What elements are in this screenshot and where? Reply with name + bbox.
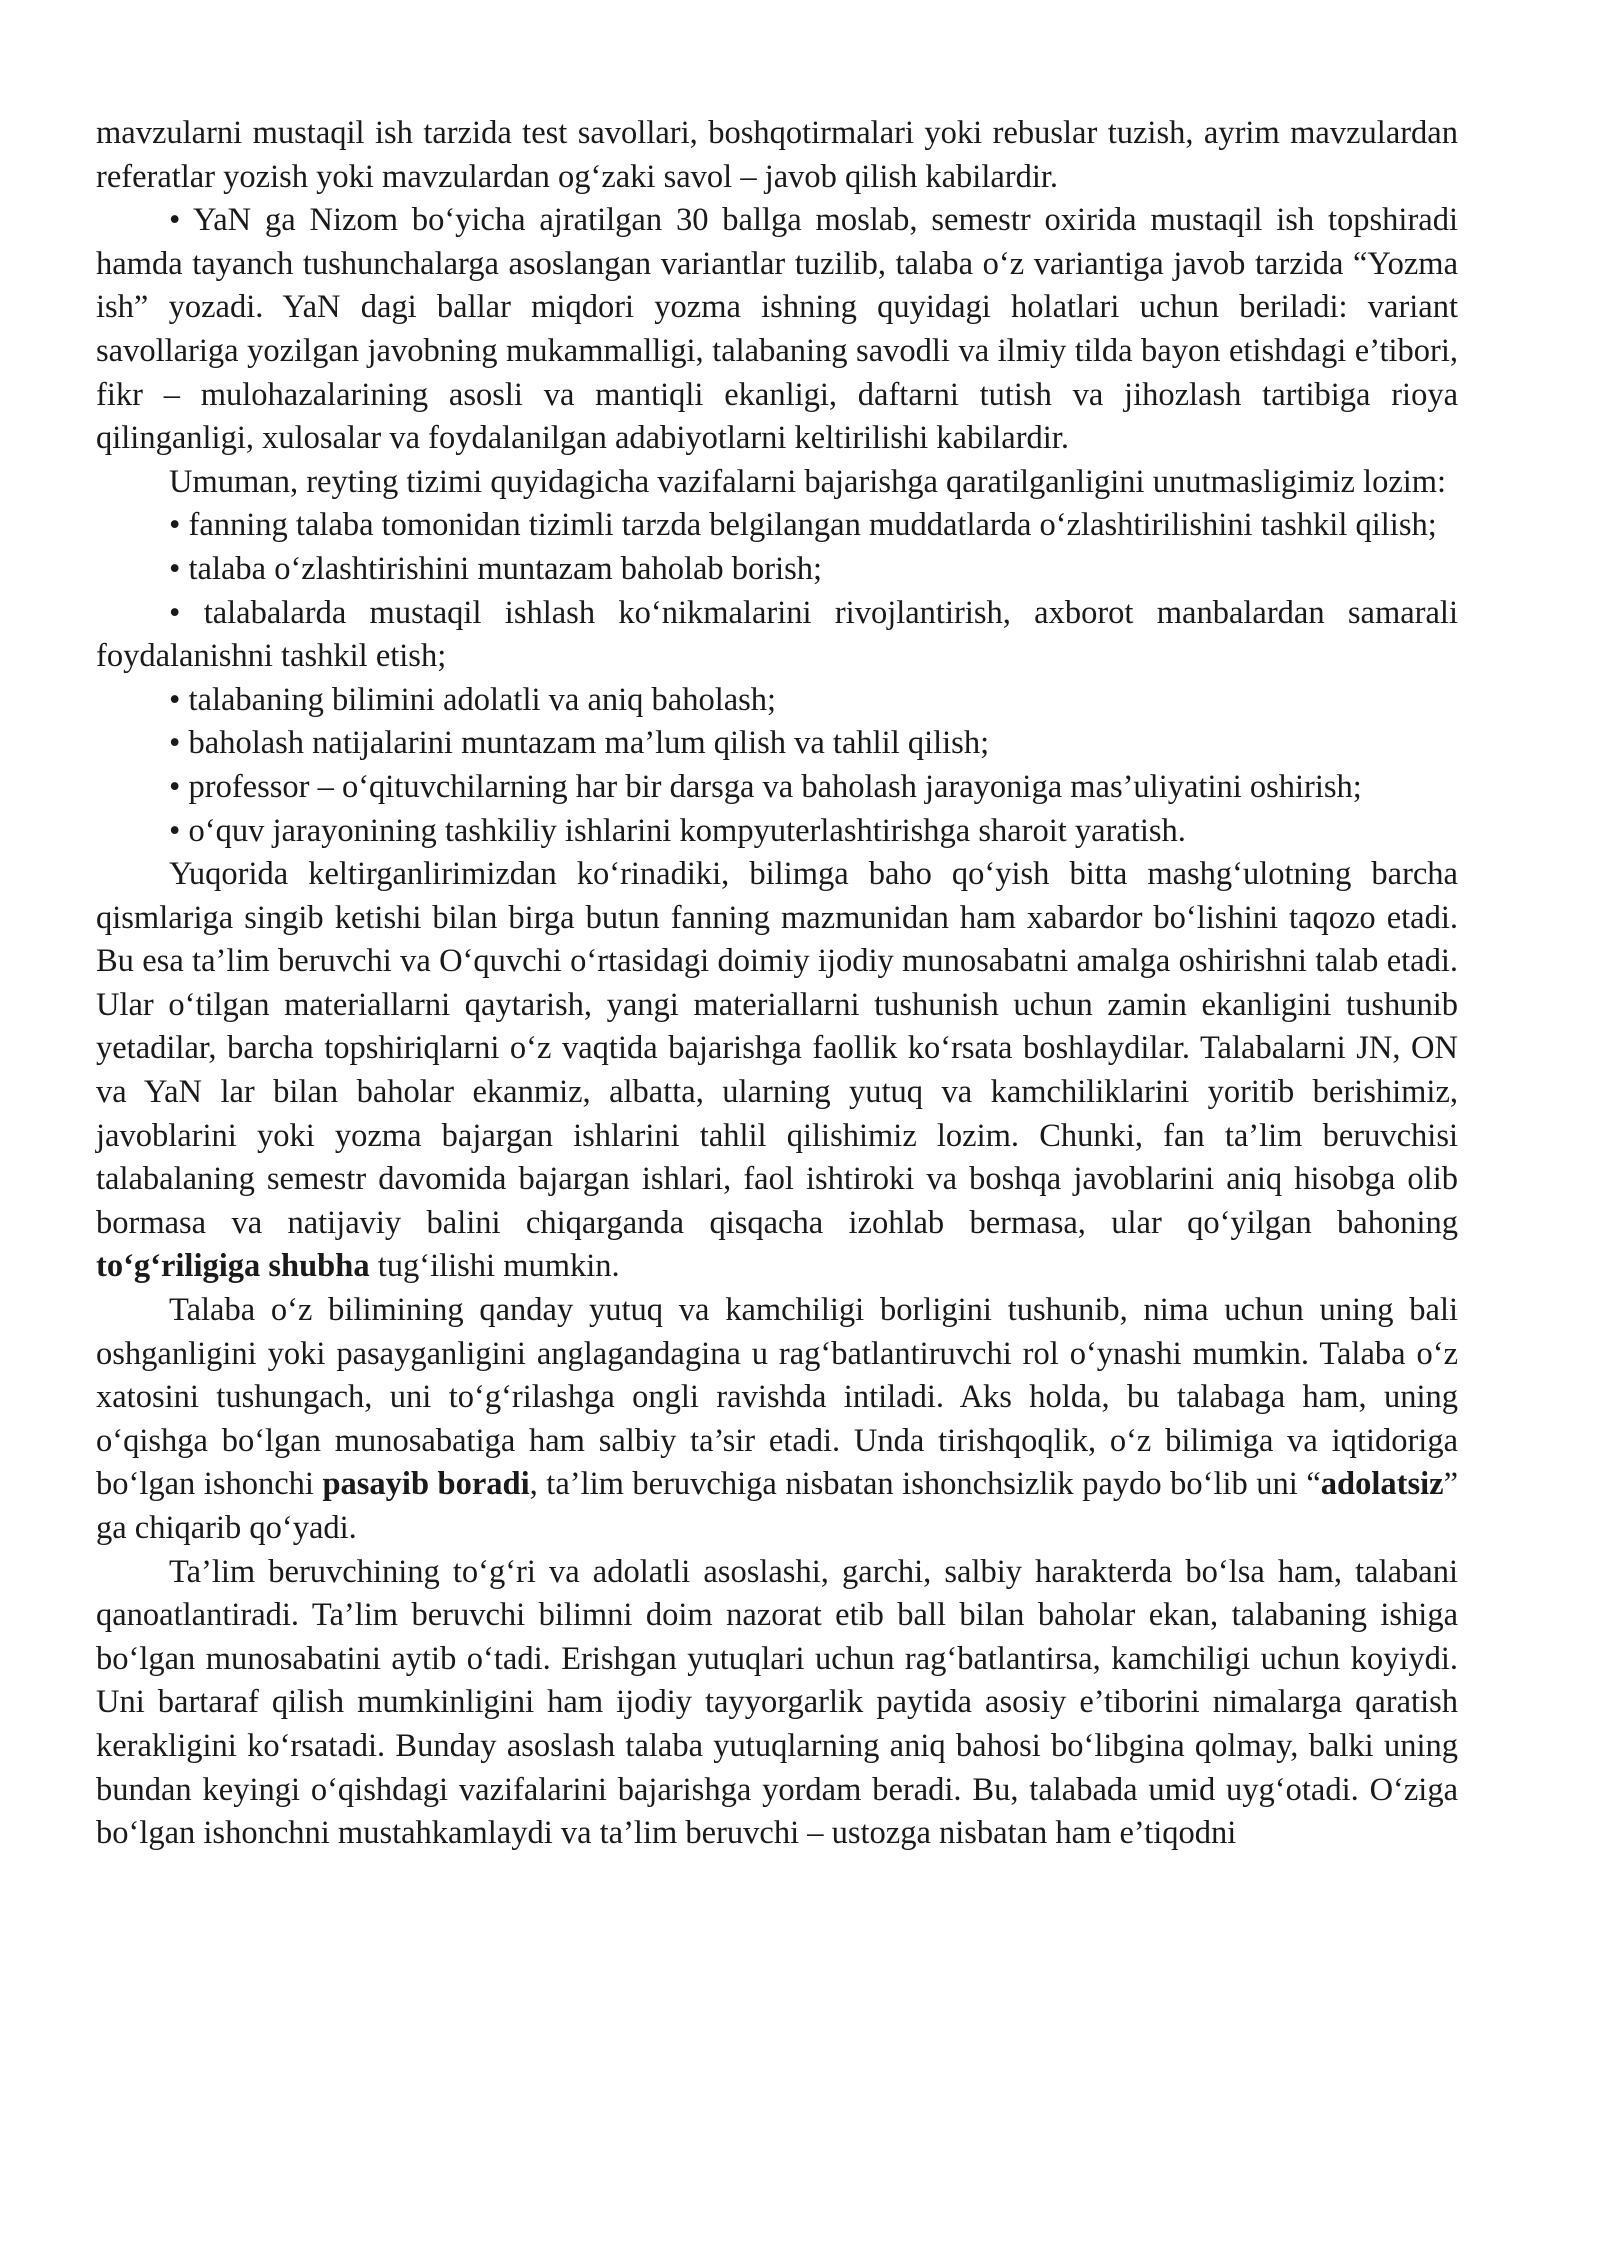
bullet-icon: • bbox=[169, 202, 194, 239]
bullet-paragraph bbox=[96, 548, 1458, 592]
paragraph bbox=[96, 853, 1458, 1289]
paragraph bbox=[96, 1551, 1458, 1856]
bullet-icon: • bbox=[169, 594, 204, 631]
bold-text: pasayib boradi bbox=[322, 1466, 530, 1503]
bullet-paragraph bbox=[96, 679, 1458, 723]
paragraph-text: talabaning bilimini adolatli va aniq baholash; bbox=[188, 681, 777, 718]
paragraph-text: tug‘ilishi mumkin. bbox=[369, 1248, 620, 1285]
bullet-paragraph bbox=[96, 504, 1458, 548]
paragraph-text: o‘quv jarayonining tashkiliy ishlarini kompyuterlashtirishga sharoit yaratish. bbox=[188, 812, 1186, 849]
bullet-icon: • bbox=[169, 725, 189, 762]
paragraph bbox=[96, 112, 1458, 199]
paragraph-text: professor – o‘qituvchilarning har bir darsga va baholash jarayoniga mas’uliyatini oshirish; bbox=[188, 768, 1362, 805]
bold-text: to‘g‘riligiga shubha bbox=[96, 1248, 370, 1285]
paragraph-text: Talaba o‘z bilimining qanday yutuq va kamchiligi borligini tushunib, nima uchun uning bali oshganligini yoki pasayganligini anglagandagina u rag‘batlantiruvchi rol o‘ynashi mumkin. Talaba o‘z xatosini tushungach, uni to‘g‘rilashga ongli ravishda intiladi. Aks holda, bu talabaga ham, uning o‘qishga bo‘lgan munosabatiga ham salbiy ta’sir etadi. Unda tirishqoqlik, o‘z bilimiga va iqtidoriga bo‘lgan ishonchi bbox=[96, 1292, 1458, 1503]
bullet-paragraph bbox=[96, 810, 1458, 854]
paragraph-text: YaN ga Nizom bo‘yicha ajratilgan 30 ballga moslab, semestr oxirida mustaqil ish topshiradi hamda tayanch tushunchalarga asoslangan variantlar tuzilib, talaba o‘z variantiga javob tarzida “Yozma ish” yozadi. YaN dagi ballar miqdori yozma ishning quyidagi holatlari uchun beriladi: variant savollariga yozilgan javobning mukammalligi, talabaning savodli va ilmiy tilda bayon etishdagi e’tibori, fikr – mulohazalarining asosli va mantiqli ekanligi, daftarni tutish va jihozlash tartibiga rioya qilinganligi, xulosalar va foydalanilgan adabiyotlarni keltirilishi kabilardir. bbox=[96, 202, 1458, 457]
paragraph-text: Yuqorida keltirganlirimizdan ko‘rinadiki, bilimga baho qo‘yish bitta mashg‘ulotning barcha qismlariga singib ketishi bilan birga butun fanning mazmunidan ham xabardor bo‘lishini taqozo etadi. Bu esa ta’lim beruvchi va O‘quvchi o‘rtasidagi doimiy ijodiy munosabatni amalga oshirishni talab etadi. Ular o‘tilgan materiallarni qaytarish, yangi materiallarni tushunish uchun zamin ekanligini tushunib yetadilar, barcha topshiriqlarni o‘z vaqtida bajarishga faollik ko‘rsata boshlaydilar. Talabalarni JN, ON va YaN lar bilan baholar ekanmiz, albatta, ularning yutuq va kamchiliklarini yoritib berishimiz, javoblarini yoki yozma bajargan ishlarini tahlil qilishimiz lozim. Chunki, fan ta’lim beruvchisi talabalaning semestr davomida bajargan ishlari, faol ishtiroki va boshqa javoblarini aniq hisobga olib bormasa va natijaviy balini chiqarganda qisqacha izohlab bermasa, ular qo‘yilgan bahoning bbox=[96, 856, 1458, 1241]
bullet-paragraph bbox=[96, 199, 1458, 461]
bullet-paragraph bbox=[96, 766, 1458, 810]
paragraph-text: mavzularni mustaqil ish tarzida test savollari, boshqotirmalari yoki rebuslar tuzish, ayrim mavzulardan referatlar yozish yoki mavzulardan og‘zaki savol – javob qilish kabilardir. bbox=[96, 115, 1458, 195]
paragraph-text: talaba o‘zlashtirishini muntazam baholab borish; bbox=[188, 550, 823, 587]
bullet-icon: • bbox=[169, 507, 189, 544]
bullet-icon: • bbox=[169, 812, 189, 849]
paragraph-text: , ta’lim beruvchiga nisbatan ishonchsizlik paydo bo‘lib uni “ bbox=[529, 1466, 1321, 1503]
bullet-icon: • bbox=[169, 550, 189, 587]
paragraph-text: ” ga chiqarib qo‘yadi. bbox=[96, 1466, 1458, 1546]
bullet-icon: • bbox=[169, 681, 189, 718]
paragraph-text: baholash natijalarini muntazam ma’lum qilish va tahlil qilish; bbox=[188, 725, 990, 762]
paragraph-text: fanning talaba tomonidan tizimli tarzda belgilangan muddatlarda o‘zlashtirilishini tashkil qilish; bbox=[188, 507, 1437, 544]
paragraph bbox=[96, 1289, 1458, 1551]
paragraph bbox=[96, 461, 1458, 505]
bullet-paragraph bbox=[96, 722, 1458, 766]
document-page bbox=[96, 112, 1458, 1856]
bullet-icon: • bbox=[169, 768, 189, 805]
bold-text: adolatsiz bbox=[1320, 1466, 1444, 1503]
paragraph-text: talabalarda mustaqil ishlash ko‘nikmalarini rivojlantirish, axborot manbalardan samarali foydalanishni tashkil etish; bbox=[96, 594, 1458, 675]
paragraph-text: Ta’lim beruvchining to‘g‘ri va adolatli asoslashi, garchi, salbiy harakterda bo‘lsa ham, talabani qanoatlantiradi. Ta’lim beruvchi bilimni doim nazorat etib ball bilan baholar ekan, talabaning ishiga bo‘lgan munosabatini aytib o‘tadi. Erishgan yutuqlari uchun rag‘batlantirsa, kamchiligi uchun koyiydi. Uni bartaraf qilish mumkinligini ham ijodiy tayyorgarlik paytida asosiy e’tiborini nimalarga qaratish kerakligini ko‘rsatadi. Bunday asoslash talaba yutuqlarning aniq bahosi bo‘libgina qolmay, balki uning bundan keyingi o‘qishdagi vazifalarini bajarishga yordam beradi. Bu, talabada umid uyg‘otadi. O‘ziga bo‘lgan ishonchni mustahkamlaydi va ta’lim beruvchi – ustozga nisbatan ham e’tiqodni bbox=[96, 1553, 1458, 1852]
bullet-paragraph bbox=[96, 592, 1458, 679]
paragraph-text: Umuman, reyting tizimi quyidagicha vazifalarni bajarishga qaratilganligini unutmasligimiz lozim: bbox=[169, 463, 1447, 500]
